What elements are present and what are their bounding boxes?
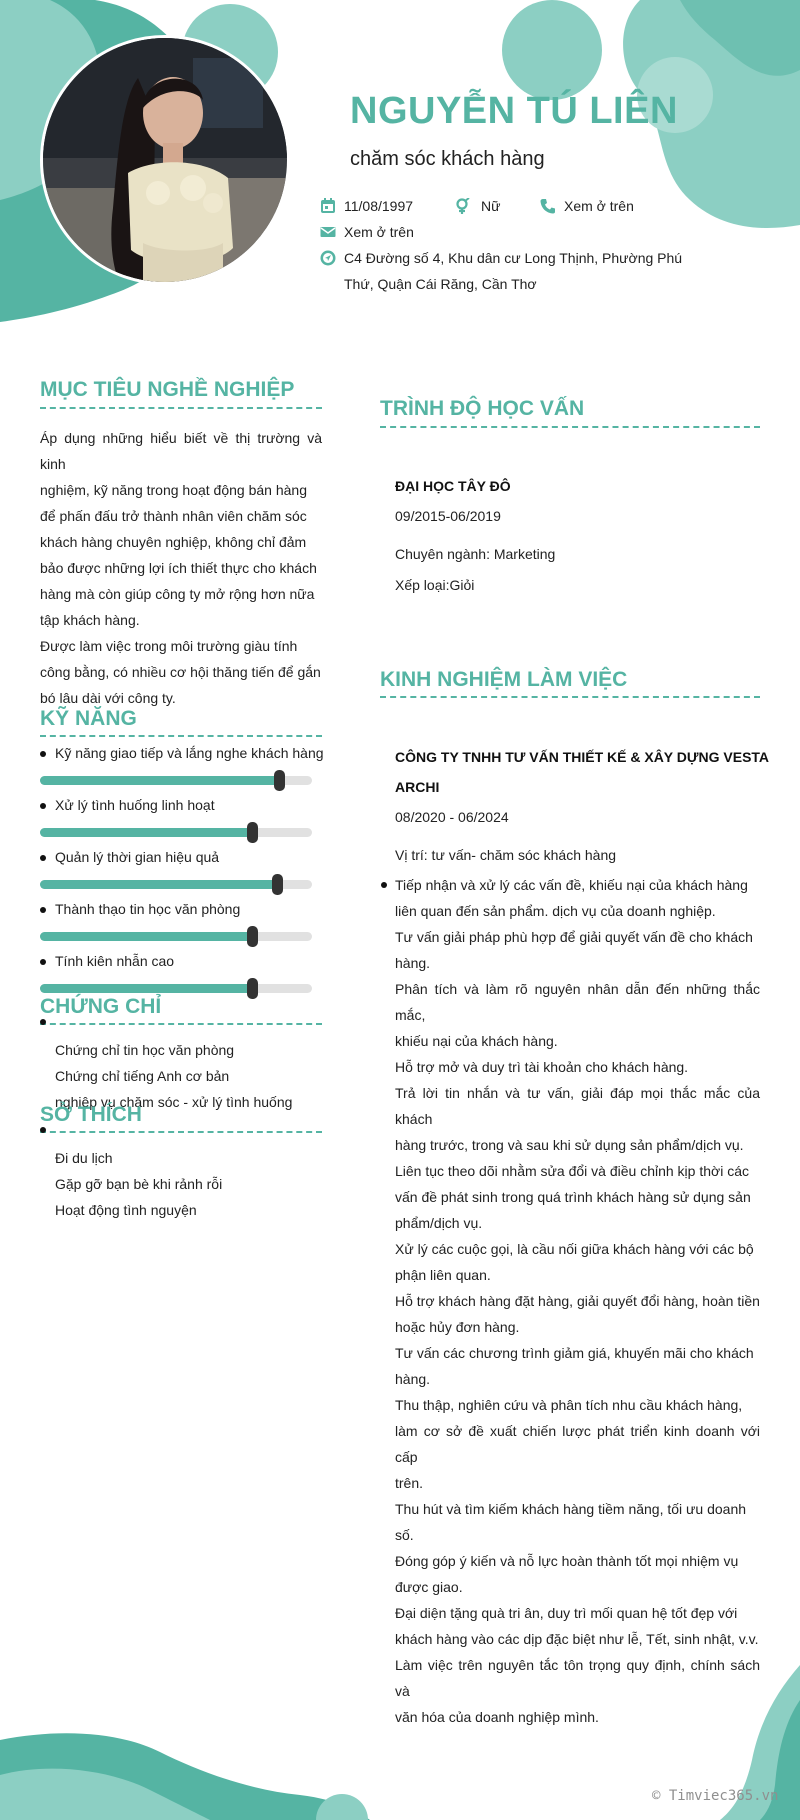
skill-item bbox=[40, 901, 322, 951]
certificate-item: Chứng chỉ tiếng Anh cơ bản bbox=[55, 1068, 230, 1084]
objective-title: MỤC TIÊU NGHỀ NGHIỆP bbox=[40, 378, 295, 401]
skill-bar-knob bbox=[272, 874, 283, 895]
experience-line: khách hàng vào các dịp đặc biệt như lễ, Tết, sinh nhật, v.v. bbox=[395, 1631, 759, 1647]
experience-line: khiếu nại của khách hàng. bbox=[395, 1033, 558, 1049]
watermark: © Timviec365.vn bbox=[652, 1788, 779, 1804]
experience-line: Thu thập, nghiên cứu và phân tích nhu cầu khách hàng, bbox=[395, 1397, 743, 1413]
experience-period: 08/2020 - 06/2024 bbox=[395, 809, 509, 825]
skill-bar bbox=[40, 932, 312, 941]
education-school: ĐẠI HỌC TÂY ĐÔ bbox=[395, 478, 511, 494]
skill-bar bbox=[40, 880, 312, 889]
objective-line: khách hàng chuyên nghiệp, không chỉ đảm bbox=[40, 534, 307, 550]
education-title: TRÌNH ĐỘ HỌC VẤN bbox=[380, 397, 585, 420]
experience-line: số. bbox=[395, 1527, 414, 1543]
skill-item bbox=[40, 849, 322, 899]
avatar bbox=[40, 35, 290, 285]
objective-line: bó lâu dài với công ty. bbox=[40, 690, 176, 706]
experience-line: trên. bbox=[395, 1475, 424, 1491]
experience-line: Xử lý các cuộc gọi, là cầu nối giữa khách hàng với các bộ bbox=[395, 1241, 754, 1257]
experience-line: hàng. bbox=[395, 1371, 431, 1387]
gender-value: Nữ bbox=[481, 198, 501, 214]
education-period: 09/2015-06/2019 bbox=[395, 508, 501, 524]
experience-line: hoặc hủy đơn hàng. bbox=[395, 1319, 520, 1335]
experience-line: Hỗ trợ mở và duy trì tài khoản cho khách hàng. bbox=[395, 1059, 689, 1075]
objective-line: nghiệm, kỹ năng trong hoạt động bán hàng bbox=[40, 482, 307, 498]
skill-item bbox=[40, 745, 322, 795]
experience-line: phận liên quan. bbox=[395, 1267, 491, 1283]
skill-bar-fill bbox=[40, 932, 252, 941]
skill-item bbox=[40, 797, 322, 847]
skill-label: Quản lý thời gian hiệu quả bbox=[55, 849, 220, 865]
profile-photo bbox=[43, 38, 290, 285]
experience-divider bbox=[380, 696, 760, 698]
experience-position: Vị trí: tư vấn- chăm sóc khách hàng bbox=[395, 847, 617, 863]
objective-text bbox=[40, 425, 322, 711]
objective-divider bbox=[40, 407, 322, 409]
certificates-divider bbox=[40, 1023, 322, 1025]
skill-bar bbox=[40, 776, 312, 785]
skill-bar-knob bbox=[247, 978, 258, 999]
experience-line: Đóng góp ý kiến và nỗ lực hoàn thành tốt mọi nhiệm vụ bbox=[395, 1553, 739, 1569]
objective-line: tập khách hàng. bbox=[40, 612, 140, 628]
skills-title: KỸ NĂNG bbox=[40, 707, 137, 730]
experience-line: được giao. bbox=[395, 1579, 463, 1595]
skill-bullet bbox=[40, 855, 46, 861]
skill-bar-fill bbox=[40, 880, 277, 889]
skill-bullet bbox=[40, 907, 46, 913]
hobbies-title: SỞ THÍCH bbox=[40, 1103, 142, 1126]
skill-label: Kỹ năng giao tiếp và lắng nghe khách hàng bbox=[55, 745, 324, 761]
education-divider bbox=[380, 426, 760, 428]
experience-line: Đại diện tặng quà tri ân, duy trì mối quan hệ tốt đẹp với bbox=[395, 1605, 738, 1621]
address-line-2: Thứ, Quận Cái Răng, Cần Thơ bbox=[344, 276, 537, 292]
candidate-name: NGUYỄN TÚ LIÊN bbox=[350, 90, 678, 132]
skill-bar-knob bbox=[247, 822, 258, 843]
candidate-role: chăm sóc khách hàng bbox=[350, 148, 545, 170]
skill-bar bbox=[40, 828, 312, 837]
experience-line: Làm việc trên nguyên tắc tôn trọng quy định, chính sách và bbox=[395, 1657, 760, 1699]
experience-line: làm cơ sở đề xuất chiến lược phát triển kinh doanh với cấp bbox=[395, 1423, 760, 1465]
certificate-item: Chứng chỉ tin học văn phòng bbox=[55, 1042, 235, 1058]
experience-title: KINH NGHIỆM LÀM VIỆC bbox=[380, 668, 628, 691]
experience-line: phẩm/dịch vụ. bbox=[395, 1215, 483, 1231]
skill-bar-fill bbox=[40, 828, 252, 837]
email-icon bbox=[320, 224, 336, 240]
skill-bullet bbox=[40, 751, 46, 757]
education-grade: Xếp loại:Giỏi bbox=[395, 577, 475, 593]
objective-line: hàng mà còn giúp công ty mở rộng hơn nữa bbox=[40, 586, 315, 602]
experience-line: văn hóa của doanh nghiệp mình. bbox=[395, 1709, 599, 1725]
skill-label: Xử lý tình huống linh hoạt bbox=[55, 797, 215, 813]
experience-company: CÔNG TY TNHH TƯ VẤN THIẾT KẾ & XÂY DỰNG VESTA bbox=[395, 749, 770, 765]
experience-line: liên quan đến sản phẩm. dịch vụ của doanh nghiệp. bbox=[395, 903, 716, 919]
experience-line: hàng trước, trong và sau khi sử dụng sản phẩm/dịch vụ. bbox=[395, 1137, 744, 1153]
skill-bullet bbox=[40, 959, 46, 965]
skill-bar-fill bbox=[40, 776, 279, 785]
objective-line: bảo được những lợi ích thiết thực cho khách bbox=[40, 560, 317, 576]
skill-bar-knob bbox=[247, 926, 258, 947]
location-icon bbox=[320, 250, 336, 266]
hobby-item: Gặp gỡ bạn bè khi rảnh rỗi bbox=[55, 1176, 223, 1192]
certificate-item: nghiệp vụ chăm sóc - xử lý tình huống bbox=[55, 1094, 293, 1110]
experience-bullet bbox=[381, 882, 387, 888]
birthday-value: 11/08/1997 bbox=[344, 198, 414, 214]
objective-line: để phấn đấu trở thành nhân viên chăm sóc bbox=[40, 508, 307, 524]
experience-company-cont: ARCHI bbox=[395, 779, 440, 795]
hobbies-divider bbox=[40, 1131, 322, 1133]
gender-icon bbox=[455, 198, 471, 214]
skill-bar-fill bbox=[40, 984, 252, 993]
certificates-title: CHỨNG CHỈ bbox=[40, 995, 162, 1018]
experience-line: Liên tục theo dõi nhằm sửa đổi và điều chỉnh kịp thời các bbox=[395, 1163, 749, 1179]
experience-line: hàng. bbox=[395, 955, 431, 971]
certificates-bullet bbox=[40, 1019, 46, 1025]
experience-line: Tiếp nhận và xử lý các vấn đề, khiếu nại của khách hàng bbox=[395, 877, 748, 893]
hobbies-bullet bbox=[40, 1127, 46, 1133]
objective-line: Áp dụng những hiểu biết về thị trường và kinh bbox=[40, 430, 322, 472]
skill-label: Thành thạo tin học văn phòng bbox=[55, 901, 241, 917]
education-major: Chuyên ngành: Marketing bbox=[395, 546, 556, 562]
calendar-icon bbox=[320, 198, 336, 214]
hobby-item: Hoạt động tình nguyện bbox=[55, 1202, 197, 1218]
objective-line: Được làm việc trong môi trường giàu tính bbox=[40, 638, 298, 654]
experience-line: Trả lời tin nhắn và tư vấn, giải đáp mọi thắc mắc của khách bbox=[395, 1085, 760, 1127]
objective-line: công bằng, có nhiều cơ hội thăng tiến để gắn bbox=[40, 664, 321, 680]
experience-line: Thu hút và tìm kiếm khách hàng tiềm năng, tối ưu doanh bbox=[395, 1501, 747, 1517]
skill-bullet bbox=[40, 803, 46, 809]
skill-bar bbox=[40, 984, 312, 993]
experience-description bbox=[395, 872, 760, 1730]
skills-divider bbox=[40, 735, 322, 737]
experience-line: vấn đề phát sinh trong quá trình khách hàng sử dụng sản bbox=[395, 1189, 751, 1205]
address-line-1: C4 Đường số 4, Khu dân cư Long Thịnh, Phường Phú bbox=[344, 250, 683, 266]
skill-label: Tính kiên nhẫn cao bbox=[55, 953, 175, 969]
experience-line: Tư vấn các chương trình giảm giá, khuyến mãi cho khách bbox=[395, 1345, 754, 1361]
phone-icon bbox=[540, 198, 556, 214]
skills-list bbox=[40, 745, 322, 995]
hobby-item: Đi du lịch bbox=[55, 1150, 113, 1166]
email-value[interactable]: Xem ở trên bbox=[344, 224, 414, 240]
skill-bar-knob bbox=[274, 770, 285, 791]
phone-value: Xem ở trên bbox=[564, 198, 634, 214]
experience-line: Tư vấn giải pháp phù hợp để giải quyết vấn đề cho khách bbox=[395, 929, 753, 945]
experience-line: Phân tích và làm rõ nguyên nhân dẫn đến những thắc mắc, bbox=[395, 981, 760, 1023]
experience-line: Hỗ trợ khách hàng đặt hàng, giải quyết đổi hàng, hoàn tiền bbox=[395, 1293, 760, 1309]
